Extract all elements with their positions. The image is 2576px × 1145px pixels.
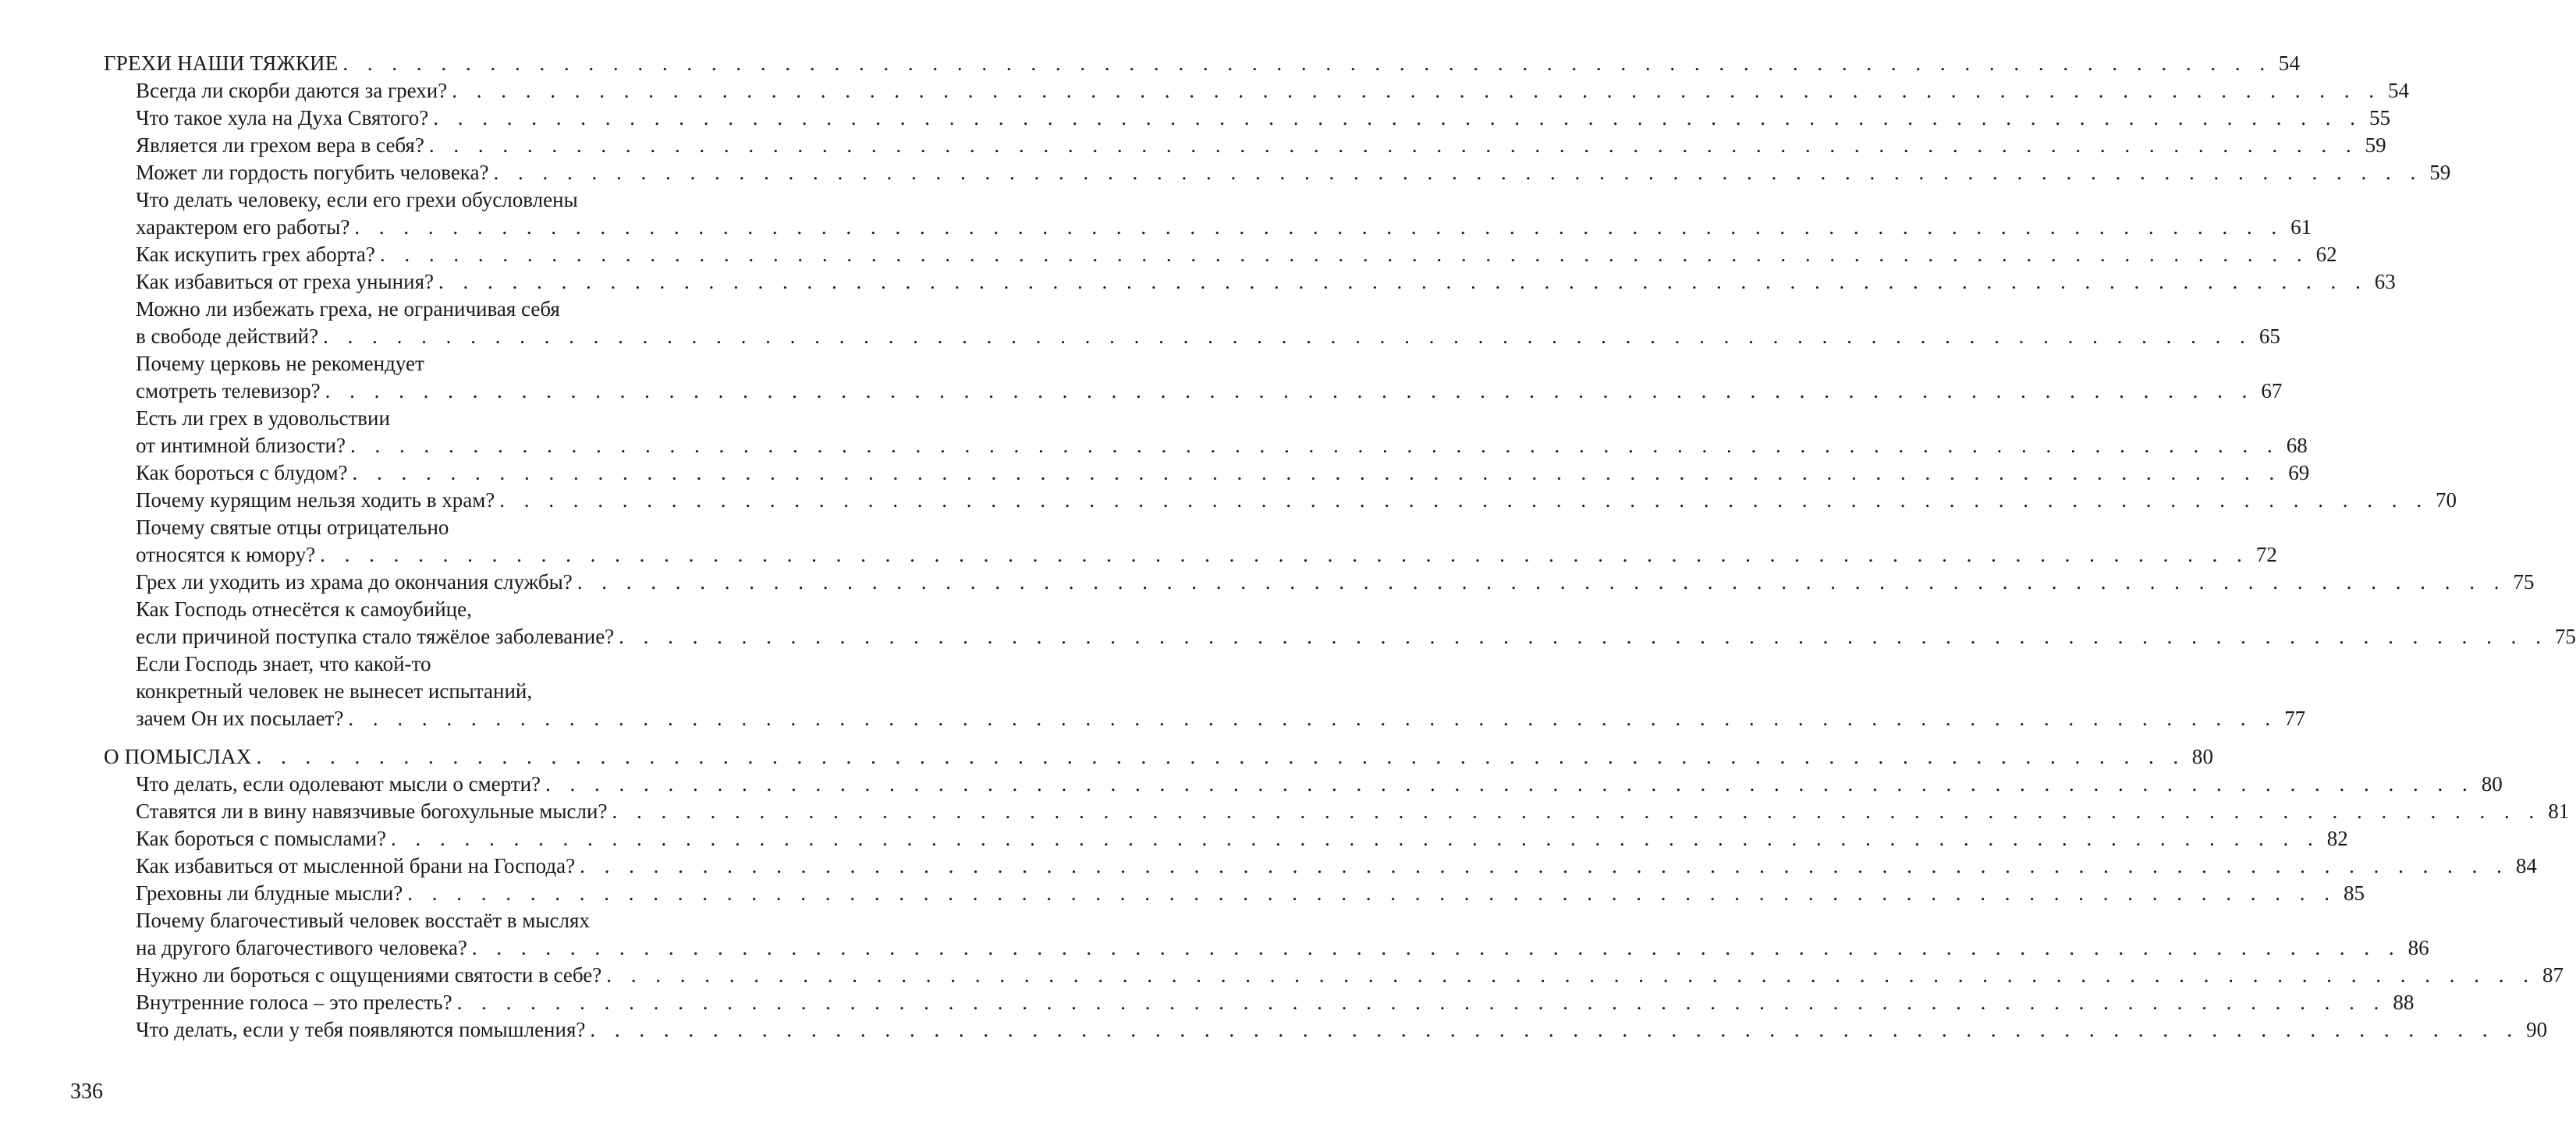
dot-leader: . . . . . . . . . . . . . . . . . . . . . . . . . . . . . . . . . . . . . . . . . . . . . . . . . . . . . . . . . . . . . . . . . . . . . . . . . . . . . . . bbox=[606, 963, 2536, 987]
entry-page-number: 67 bbox=[2261, 379, 2283, 402]
entry-page-number: 81 bbox=[2548, 799, 2570, 823]
dot-leader: . . . . . . . . . . . . . . . . . . . . . . . . . . . . . . . . . . . . . . . . . . . . . . . . . . . . . . . . . . . . . . . . . . . . . . . . . . . . . . . bbox=[256, 745, 2186, 768]
dot-leader: . . . . . . . . . . . . . . . . . . . . . . . . . . . . . . . . . . . . . . . . . . . . . . . . . . . . . . . . . . . . . . . . . . . . . . . . . . . . . . . bbox=[379, 243, 2309, 266]
chapter-title: ГРЕХИ НАШИ ТЯЖКИЕ bbox=[104, 51, 339, 75]
toc-entry[interactable] bbox=[104, 880, 2365, 907]
toc-entry[interactable] bbox=[104, 132, 2386, 159]
entry-page-number: 88 bbox=[2393, 991, 2415, 1014]
dot-leader: . . . . . . . . . . . . . . . . . . . . . . . . . . . . . . . . . . . . . . . . . . . . . . . . . . . . . . . . . . . . . . . . . . . . . . . . . . . . . . . bbox=[352, 461, 2282, 484]
dot-leader: . . . . . . . . . . . . . . . . . . . . . . . . . . . . . . . . . . . . . . . . . . . . . . . . . . . . . . . . . . . . . . . . . . . . . . . . . . . . . . . bbox=[342, 51, 2273, 75]
entry-page-number: 61 bbox=[2290, 215, 2312, 239]
toc-entry-line: Можно ли избежать греха, не ограничивая себя bbox=[136, 297, 560, 321]
toc-section bbox=[104, 743, 2570, 1044]
toc-entry-line: Почему церковь не рекомендует bbox=[136, 352, 424, 375]
toc-entry[interactable] bbox=[104, 1016, 2548, 1044]
dot-leader: . . . . . . . . . . . . . . . . . . . . . . . . . . . . . . . . . . . . . . . . . . . . . . . . . . . . . . . . . . . . . . . . . . . . . . . . . . . . . . . bbox=[577, 570, 2507, 594]
toc-entry[interactable] bbox=[104, 487, 2457, 514]
entry-title: Как искупить грех аборта? bbox=[136, 243, 375, 266]
entry-page-number: 82 bbox=[2326, 827, 2348, 850]
toc-entry[interactable] bbox=[104, 934, 2429, 962]
entry-page-number: 55 bbox=[2369, 106, 2391, 129]
toc-entry[interactable] bbox=[104, 569, 2535, 596]
dot-leader: . . . . . . . . . . . . . . . . . . . . . . . . . . . . . . . . . . . . . . . . . . . . . . . . . . . . . . . . . . . . . . . . . . . . . . . . . . . . . . . bbox=[323, 324, 2252, 348]
entry-page-number: 62 bbox=[2315, 243, 2337, 266]
entry-title: Как бороться с помыслами? bbox=[136, 827, 387, 850]
entry-title: смотреть телевизор? bbox=[136, 379, 321, 402]
dot-leader: . . . . . . . . . . . . . . . . . . . . . . . . . . . . . . . . . . . . . . . . . . . . . . . . . . . . . . . . . . . . . . . . . . . . . . . . . . . . . . . bbox=[349, 434, 2280, 457]
toc-entry[interactable] bbox=[104, 105, 2391, 132]
dot-leader: . . . . . . . . . . . . . . . . . . . . . . . . . . . . . . . . . . . . . . . . . . . . . . . . . . . . . . . . . . . . . . . . . . . . . . . . . . . . . . . bbox=[493, 161, 2423, 184]
dot-leader: . . . . . . . . . . . . . . . . . . . . . . . . . . . . . . . . . . . . . . . . . . . . . . . . . . . . . . . . . . . . . . . . . . . . . . . . . . . . . . . bbox=[391, 827, 2320, 850]
entry-title: Может ли гордость погубить человека? bbox=[136, 161, 489, 184]
entry-title: характером его работы? bbox=[136, 215, 350, 239]
entry-title: Почему курящим нельзя ходить в храм? bbox=[136, 488, 495, 512]
entry-page-number: 54 bbox=[2387, 79, 2409, 102]
toc-entry-line: Почему святые отцы отрицательно bbox=[136, 516, 449, 539]
toc-entry[interactable] bbox=[104, 214, 2312, 241]
toc-entry[interactable] bbox=[104, 771, 2503, 798]
dot-leader: . . . . . . . . . . . . . . . . . . . . . . . . . . . . . . . . . . . . . . . . . . . . . . . . . . . . . . . . . . . . . . . . . . . . . . . . . . . . . . . bbox=[348, 707, 2278, 730]
dot-leader: . . . . . . . . . . . . . . . . . . . . . . . . . . . . . . . . . . . . . . . . . . . . . . . . . . . . . . . . . . . . . . . . . . . . . . . . . . . . . . . bbox=[438, 270, 2368, 293]
entry-title: относятся к юмору? bbox=[136, 543, 316, 566]
toc-chapter-heading[interactable] bbox=[104, 743, 2214, 771]
entry-title: Внутренние голоса – это прелесть? bbox=[136, 991, 452, 1014]
entry-title: от интимной близости? bbox=[136, 434, 346, 457]
chapter-title: О ПОМЫСЛАХ bbox=[104, 745, 252, 768]
dot-leader: . . . . . . . . . . . . . . . . . . . . . . . . . . . . . . . . . . . . . . . . . . . . . . . . . . . . . . . . . . . . . . . . . . . . . . . . . . . . . . . bbox=[325, 379, 2255, 402]
dot-leader: . . . . . . . . . . . . . . . . . . . . . . . . . . . . . . . . . . . . . . . . . . . . . . . . . . . . . . . . . . . . . . . . . . . . . . . . . . . . . . . bbox=[612, 799, 2542, 823]
entry-title: в свободе действий? bbox=[136, 324, 319, 348]
entry-page-number: 65 bbox=[2258, 324, 2280, 348]
dot-leader: . . . . . . . . . . . . . . . . . . . . . . . . . . . . . . . . . . . . . . . . . . . . . . . . . . . . . . . . . . . . . . . . . . . . . . . . . . . . . . . bbox=[456, 991, 2386, 1014]
entry-page-number: 68 bbox=[2286, 434, 2308, 457]
dot-leader: . . . . . . . . . . . . . . . . . . . . . . . . . . . . . . . . . . . . . . . . . . . . . . . . . . . . . . . . . . . . . . . . . . . . . . . . . . . . . . . bbox=[433, 106, 2363, 129]
entry-page-number: 70 bbox=[2436, 488, 2457, 512]
entry-title: Нужно ли бороться с ощущениями святости в себе? bbox=[136, 963, 602, 987]
entry-page-number: 87 bbox=[2542, 963, 2564, 987]
entry-page-number: 59 bbox=[2429, 161, 2451, 184]
toc-entry[interactable] bbox=[104, 541, 2277, 569]
entry-title: зачем Он их посылает? bbox=[136, 707, 344, 730]
dot-leader: . . . . . . . . . . . . . . . . . . . . . . . . . . . . . . . . . . . . . . . . . . . . . . . . . . . . . . . . . . . . . . . . . . . . . . . . . . . . . . . bbox=[428, 133, 2358, 157]
page-number: 336 bbox=[70, 1079, 103, 1104]
entry-title: Греховны ли блудные мысли? bbox=[136, 881, 403, 905]
toc-entry[interactable] bbox=[104, 378, 2283, 405]
toc-entry[interactable] bbox=[104, 825, 2348, 853]
dot-leader: . . . . . . . . . . . . . . . . . . . . . . . . . . . . . . . . . . . . . . . . . . . . . . . . . . . . . . . . . . . . . . . . . . . . . . . . . . . . . . . bbox=[471, 936, 2401, 959]
entry-title: Что делать, если одолевают мысли о смерти? bbox=[136, 772, 541, 796]
entry-page-number: 75 bbox=[2554, 625, 2576, 648]
entry-page-number: 86 bbox=[2407, 936, 2429, 959]
toc-entry[interactable] bbox=[104, 798, 2570, 825]
chapter-page-number: 54 bbox=[2278, 51, 2301, 75]
entry-page-number: 90 bbox=[2526, 1018, 2548, 1041]
entry-page-number: 77 bbox=[2284, 707, 2306, 730]
entry-title: если причиной поступка стало тяжёлое заболевание? bbox=[136, 625, 615, 648]
toc-entry[interactable] bbox=[104, 705, 2306, 732]
entry-title: Что такое хула на Духа Святого? bbox=[136, 106, 429, 129]
toc-entry[interactable] bbox=[104, 77, 2409, 105]
toc-entry[interactable] bbox=[104, 459, 2310, 487]
entry-title: Как избавиться от греха уныния? bbox=[136, 270, 434, 293]
toc-entry-line: Что делать человеку, если его грехи обусловлены bbox=[136, 188, 578, 211]
toc-entry[interactable] bbox=[104, 268, 2396, 296]
toc-section bbox=[104, 50, 2576, 732]
entry-title: Всегда ли скорби даются за грехи? bbox=[136, 79, 448, 102]
table-of-contents bbox=[104, 50, 2576, 1044]
toc-entry-line: конкретный человек не вынесет испытаний, bbox=[136, 679, 533, 703]
dot-leader: . . . . . . . . . . . . . . . . . . . . . . . . . . . . . . . . . . . . . . . . . . . . . . . . . . . . . . . . . . . . . . . . . . . . . . . . . . . . . . . bbox=[452, 79, 2381, 102]
entry-title: Ставятся ли в вину навязчивые богохульные мысли? bbox=[136, 799, 608, 823]
dot-leader: . . . . . . . . . . . . . . . . . . . . . . . . . . . . . . . . . . . . . . . . . . . . . . . . . . . . . . . . . . . . . . . . . . . . . . . . . . . . . . . bbox=[320, 543, 2249, 566]
dot-leader: . . . . . . . . . . . . . . . . . . . . . . . . . . . . . . . . . . . . . . . . . . . . . . . . . . . . . . . . . . . . . . . . . . . . . . . . . . . . . . . bbox=[590, 1018, 2520, 1041]
entry-page-number: 59 bbox=[2365, 133, 2386, 157]
dot-leader: . . . . . . . . . . . . . . . . . . . . . . . . . . . . . . . . . . . . . . . . . . . . . . . . . . . . . . . . . . . . . . . . . . . . . . . . . . . . . . . bbox=[407, 881, 2337, 905]
toc-entry[interactable] bbox=[104, 962, 2564, 989]
entry-title: Является ли грехом вера в себя? bbox=[136, 133, 424, 157]
toc-entry[interactable] bbox=[104, 623, 2576, 650]
toc-entry[interactable] bbox=[104, 159, 2451, 186]
toc-entry-line: Почему благочестивый человек восстаёт в мыслях bbox=[136, 909, 590, 932]
toc-entry[interactable] bbox=[104, 241, 2337, 268]
entry-title: Грех ли уходить из храма до окончания службы? bbox=[136, 570, 573, 594]
dot-leader: . . . . . . . . . . . . . . . . . . . . . . . . . . . . . . . . . . . . . . . . . . . . . . . . . . . . . . . . . . . . . . . . . . . . . . . . . . . . . . . bbox=[499, 488, 2429, 512]
toc-entry[interactable] bbox=[104, 853, 2537, 880]
chapter-page-number: 80 bbox=[2191, 745, 2214, 768]
entry-page-number: 80 bbox=[2481, 772, 2503, 796]
toc-entry-line: Как Господь отнесётся к самоубийце, bbox=[136, 597, 472, 621]
toc-entry[interactable] bbox=[104, 432, 2308, 459]
entry-page-number: 69 bbox=[2288, 461, 2310, 484]
entry-page-number: 72 bbox=[2255, 543, 2277, 566]
entry-title: на другого благочестивого человека? bbox=[136, 936, 467, 959]
dot-leader: . . . . . . . . . . . . . . . . . . . . . . . . . . . . . . . . . . . . . . . . . . . . . . . . . . . . . . . . . . . . . . . . . . . . . . . . . . . . . . . bbox=[580, 854, 2509, 877]
entry-title: Что делать, если у тебя появляются помышления? bbox=[136, 1018, 586, 1041]
dot-leader: . . . . . . . . . . . . . . . . . . . . . . . . . . . . . . . . . . . . . . . . . . . . . . . . . . . . . . . . . . . . . . . . . . . . . . . . . . . . . . . bbox=[619, 625, 2548, 648]
toc-entry[interactable] bbox=[104, 323, 2280, 350]
entry-title: Как избавиться от мысленной брани на Господа? bbox=[136, 854, 576, 877]
entry-page-number: 75 bbox=[2513, 570, 2535, 594]
toc-chapter-heading[interactable] bbox=[104, 50, 2301, 77]
dot-leader: . . . . . . . . . . . . . . . . . . . . . . . . . . . . . . . . . . . . . . . . . . . . . . . . . . . . . . . . . . . . . . . . . . . . . . . . . . . . . . . bbox=[545, 772, 2475, 796]
dot-leader: . . . . . . . . . . . . . . . . . . . . . . . . . . . . . . . . . . . . . . . . . . . . . . . . . . . . . . . . . . . . . . . . . . . . . . . . . . . . . . . bbox=[354, 215, 2284, 239]
toc-entry-line: Если Господь знает, что какой-то bbox=[136, 652, 431, 675]
toc-entry[interactable] bbox=[104, 989, 2415, 1016]
toc-entry-line: Есть ли грех в удовольствии bbox=[136, 406, 390, 430]
entry-title: Как бороться с блудом? bbox=[136, 461, 348, 484]
entry-page-number: 63 bbox=[2374, 270, 2396, 293]
entry-page-number: 85 bbox=[2344, 881, 2365, 905]
entry-page-number: 84 bbox=[2515, 854, 2537, 877]
